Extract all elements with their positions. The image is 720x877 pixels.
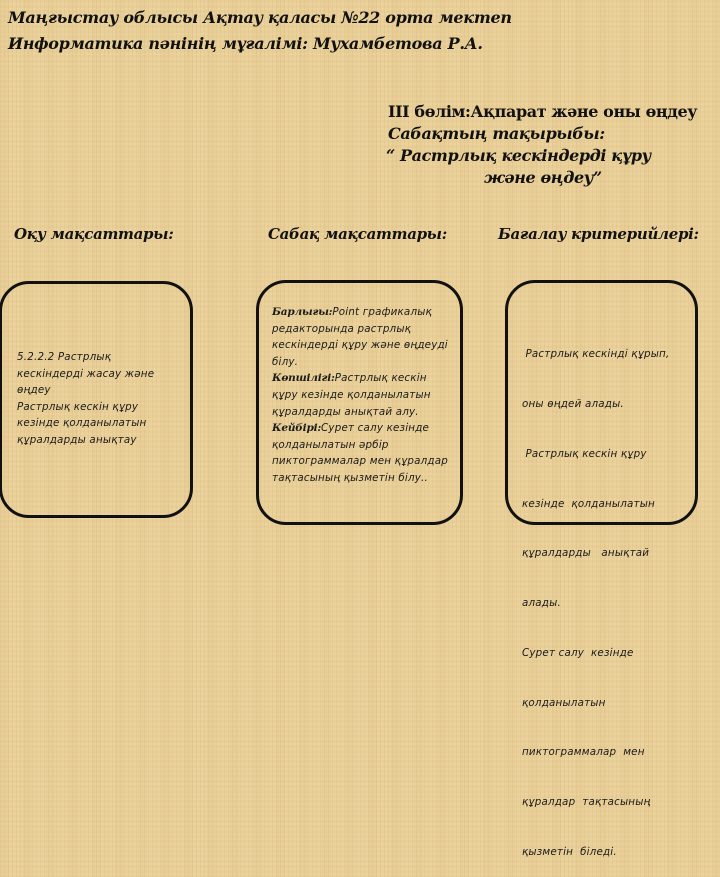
lesson-topic-line-2: және өңдеу” bbox=[484, 168, 602, 187]
learning-line: Растрлық кескін құру bbox=[17, 400, 139, 413]
some-students-text: Сурет салу кезінде bbox=[321, 422, 430, 435]
learning-objectives-heading: Оқу мақсаттары: bbox=[14, 225, 174, 243]
lesson-topic-label: Сабақтың тақырыбы: bbox=[388, 124, 605, 143]
lesson-objectives-heading: Сабақ мақсаттары: bbox=[268, 225, 448, 243]
lesson-line: құру кезінде қолданылатын bbox=[272, 388, 431, 401]
lesson-line: қолданылатын әрбір bbox=[272, 438, 389, 451]
assessment-criteria-heading: Бағалау критерийлері: bbox=[498, 225, 699, 243]
assessment-criteria-text bbox=[522, 313, 669, 877]
lesson-line: білу. bbox=[272, 355, 299, 368]
learning-line: 5.2.2.2 Растрлық bbox=[17, 351, 112, 363]
assessment-line: Растрлық кескін құру bbox=[522, 447, 647, 460]
most-students-label: Көпшілігі: bbox=[272, 372, 335, 385]
assessment-line: кезінде қолданылатын bbox=[522, 497, 655, 510]
most-students-text: Растрлық кескін bbox=[334, 372, 427, 385]
learning-line: кескіндерді жасау және bbox=[17, 367, 155, 380]
assessment-line: қызметін біледі. bbox=[522, 846, 617, 858]
lesson-objectives-text bbox=[272, 304, 448, 487]
lesson-line: пиктограммалар мен құралдар bbox=[272, 455, 448, 468]
lesson-line: редакторында растрлық bbox=[272, 322, 412, 335]
learning-objectives-text bbox=[17, 349, 154, 449]
assessment-line: пиктограммалар мен bbox=[522, 746, 645, 759]
teacher-name-heading: Информатика пәнінің мұғалімі: Мухамбетова Р.А. bbox=[8, 34, 483, 53]
lesson-line: құралдарды анықтай алу. bbox=[272, 405, 419, 418]
assessment-line: қолданылатын bbox=[522, 696, 606, 709]
assessment-line: Растрлық кескінді құрып, bbox=[522, 348, 670, 361]
all-students-label: Барлығы: bbox=[272, 306, 333, 318]
lesson-line: тақтасының қызметін білу.. bbox=[272, 471, 428, 484]
section-title: ІІІ бөлім:Ақпарат және оны өңдеу bbox=[388, 102, 698, 121]
learning-line: кезінде қолданылатын bbox=[17, 417, 147, 430]
some-students-label: Кейбірі: bbox=[272, 422, 322, 435]
lesson-line: кескіндерді құру және өңдеуді bbox=[272, 339, 448, 352]
assessment-line: алады. bbox=[522, 597, 561, 610]
assessment-line: оны өңдей алады. bbox=[522, 397, 624, 410]
assessment-line: Сурет салу кезінде bbox=[522, 646, 634, 659]
learning-line: құралдарды анықтау bbox=[17, 433, 137, 446]
learning-line: өңдеу bbox=[17, 384, 51, 397]
lesson-topic-line-1: “ Растрлық кескіндерді құру bbox=[386, 146, 651, 165]
school-name-heading: Маңғыстау облысы Ақтау қаласы №22 орта мектеп bbox=[8, 8, 512, 27]
assessment-line: құралдарды анықтай bbox=[522, 547, 650, 560]
all-students-text: Point графикалық bbox=[332, 306, 432, 318]
section-info bbox=[388, 101, 697, 189]
assessment-line: құралдар тақтасының bbox=[522, 796, 651, 809]
